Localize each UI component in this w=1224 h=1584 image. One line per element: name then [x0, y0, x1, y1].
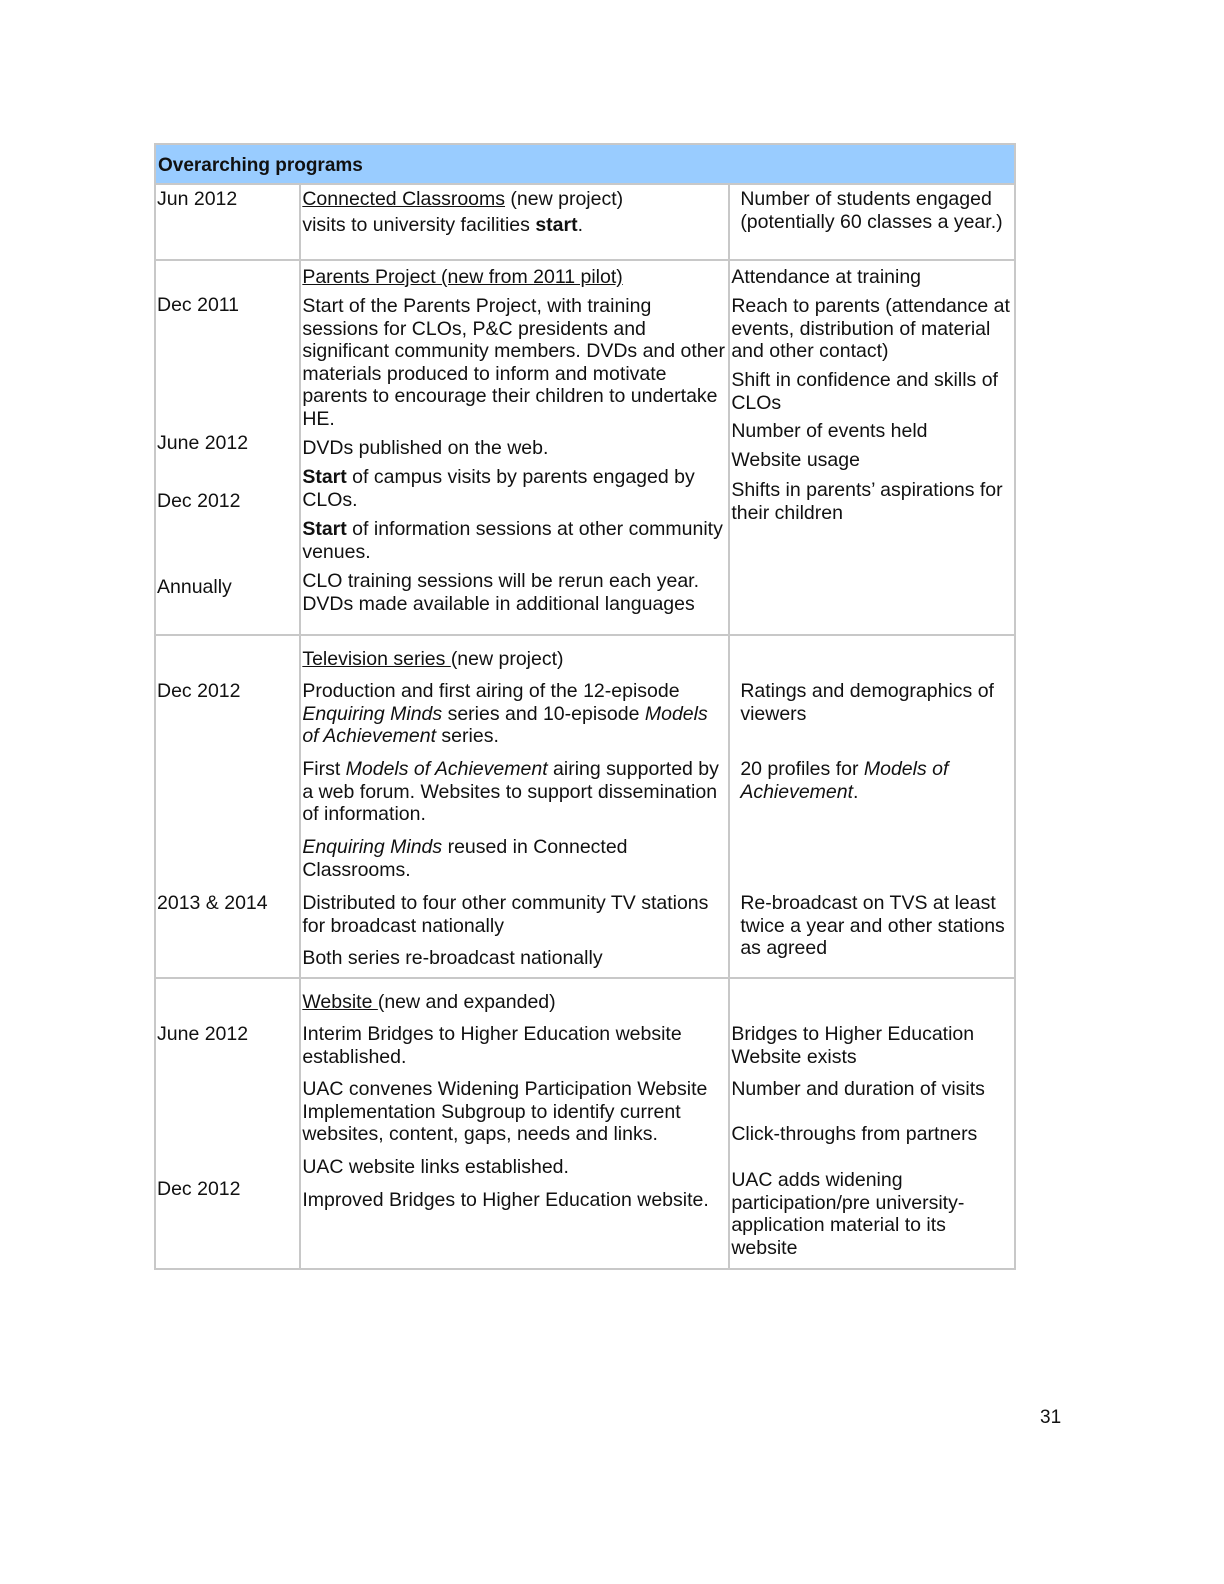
date-cell [155, 635, 300, 978]
title-suffix: (new project) [505, 188, 624, 210]
activity-text: Start of the Parents Project, with training sessions for CLOs, P&C presidents and significant community members. DVDs and other materials produced to inform and motivate parents to encourage their children to undertake HE. [302, 295, 725, 430]
table-row-television-series [155, 635, 1015, 978]
measure-text: Attendance at training [731, 266, 922, 288]
page-content [154, 143, 1016, 1270]
title-suffix: (new project) [450, 648, 564, 670]
date-label: Dec 2012 [157, 680, 241, 702]
measure-cell [729, 635, 1015, 978]
measure-text: Website usage [731, 449, 860, 471]
italic-span: Enquiring Minds [302, 702, 443, 725]
text-span: series. [436, 725, 499, 747]
bold-span: Start [302, 466, 347, 488]
television-series-title: Television series [302, 648, 451, 670]
date-label: Dec 2012 [157, 1178, 241, 1200]
text-span: . [577, 214, 584, 236]
page-number: 31 [1040, 1407, 1062, 1428]
activity-text [302, 518, 732, 563]
date-label: Dec 2012 [157, 490, 241, 512]
date-label: June 2012 [157, 432, 249, 454]
measure-text: Reach to parents (attendance at events, distribution of material and other contact) [731, 295, 1010, 362]
activity-title [302, 991, 726, 1014]
text-span: of information sessions at other community venues. [302, 518, 723, 563]
measure-text [740, 758, 1012, 803]
italic-span: Models of Achievement [345, 758, 548, 780]
table-header: Overarching programs [155, 144, 1015, 184]
activity-title [302, 648, 726, 671]
activity-text: Distributed to four other community TV stations for broadcast nationally [302, 892, 709, 937]
text-span: airing supported by a web forum. Websites to support dissemination of information. [302, 758, 719, 825]
text-span: of campus visits by parents engaged by CLOs. [302, 466, 695, 511]
measure-cell [729, 184, 1015, 260]
activity-cell [300, 635, 729, 978]
date-label: June 2012 [157, 1023, 249, 1045]
measure-text: Shifts in parents’ aspirations for their children [731, 479, 1003, 524]
table-row-connected-classrooms [155, 184, 1015, 260]
activity-text: CLO training sessions will be rerun each year. DVDs made available in additional languages [302, 570, 700, 615]
bold-span: Start [302, 518, 347, 540]
measure-text: UAC adds widening participation/pre university-application material to its website [731, 1169, 965, 1259]
date-label: Dec 2011 [157, 294, 240, 316]
measure-text: Bridges to Higher Education Website exists [731, 1023, 975, 1068]
measure-text: Re-broadcast on TVS at least twice a year and other stations as agreed [740, 892, 1005, 959]
table-row-website [155, 978, 1015, 1269]
date-cell [155, 184, 300, 260]
measure-cell [729, 978, 1015, 1269]
activity-text: UAC convenes Widening Participation Website Implementation Subgroup to identify current websites, content, gaps, needs and links. [302, 1078, 708, 1145]
text-span: 20 profiles for [740, 758, 864, 780]
activity-text [302, 466, 726, 511]
date-cell [155, 260, 300, 635]
activity-cell [300, 978, 729, 1269]
bold-span: start [535, 214, 578, 236]
measure-text: Number of students engaged (potentially 60 classes a year.) [740, 188, 1003, 233]
activity-cell [300, 184, 729, 260]
text-span: series and 10-episode [442, 702, 645, 725]
programs-table [154, 143, 1016, 1270]
text-span: Production and first airing of the 12-episode [302, 680, 680, 702]
measure-text: Click-throughs from partners [731, 1123, 978, 1145]
activity-text: Both series re-broadcast nationally [302, 947, 603, 969]
activity-text [302, 836, 726, 881]
italic-span: Models of Achievement [740, 758, 949, 803]
connected-classrooms-title: Connected Classrooms [302, 188, 506, 210]
activity-text: Interim Bridges to Higher Education website established. [302, 1023, 682, 1068]
measure-text: Shift in confidence and skills of CLOs [731, 369, 998, 414]
text-span: visits to university facilities [302, 214, 536, 236]
date-cell [155, 978, 300, 1269]
activity-cell [300, 260, 729, 635]
parents-project-title: Parents Project (new from 2011 pilot) [302, 266, 623, 288]
measure-cell [729, 260, 1015, 635]
activity-text [302, 680, 726, 748]
date-label: Jun 2012 [157, 188, 238, 210]
activity-text: DVDs published on the web. [302, 437, 549, 459]
measure-text: Number of events held [731, 420, 928, 442]
website-title: Website [302, 991, 378, 1013]
text-span: First [302, 758, 346, 780]
activity-text: UAC website links established. [302, 1156, 569, 1178]
activity-text [302, 758, 726, 826]
italic-span: Enquiring Minds [302, 836, 443, 858]
text-span: . [853, 780, 859, 803]
title-suffix: (new and expanded) [377, 991, 556, 1013]
activity-text [302, 214, 726, 237]
activity-text: Improved Bridges to Higher Education website. [302, 1189, 709, 1211]
measure-text: Number and duration of visits [731, 1078, 985, 1100]
activity-title [302, 188, 726, 211]
table-header-row [155, 144, 1015, 184]
text-span: reused in Connected Classrooms. [302, 836, 628, 881]
table-row-parents-project [155, 260, 1015, 635]
date-label: Annually [157, 576, 232, 598]
italic-span: Models of Achievement [302, 702, 708, 747]
date-label: 2013 & 2014 [157, 892, 268, 914]
measure-text: Ratings and demographics of viewers [740, 680, 994, 725]
